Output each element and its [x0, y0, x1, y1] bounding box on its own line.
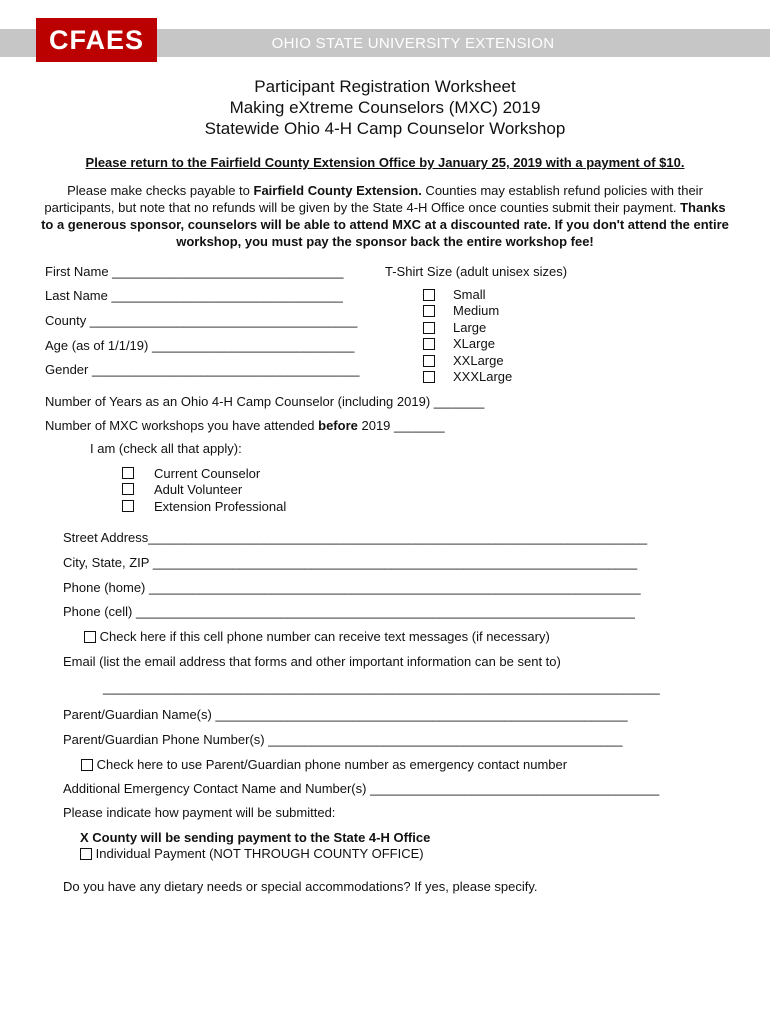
tshirt-option: XXXLarge — [453, 369, 513, 385]
first-name-field[interactable]: First Name ________________________________ — [45, 264, 344, 279]
tshirt-option: Small — [453, 287, 486, 302]
city-state-zip-field[interactable]: City, State, ZIP ___________________________________________________________________ — [63, 555, 638, 570]
mxc-text-after: 2019 _______ — [357, 418, 445, 433]
tshirt-option: XLarge — [453, 336, 495, 352]
email-label: Email (list the email address that forms and other important information can be sent to) — [63, 654, 561, 669]
emergency-contact-field[interactable]: Additional Emergency Contact Name and Number(s) ________________________________________ — [63, 781, 660, 796]
form-title: Participant Registration Worksheet — [254, 77, 516, 96]
role-option: Current Counselor — [154, 466, 261, 481]
guardian-emergency-label: Check here to use Parent/Guardian phone number as emergency contact number — [96, 757, 568, 772]
guardian-emergency-option — [81, 757, 567, 772]
payment-label: Please indicate how payment will be submitted: — [63, 805, 336, 820]
street-address-field[interactable]: Street Address_____________________________________________________________________ — [63, 530, 648, 545]
tshirt-xxxlarge-checkbox[interactable] — [423, 371, 435, 383]
text-message-checkbox[interactable] — [84, 631, 96, 643]
payment-county-option[interactable]: X County will be sending payment to the State 4-H Office — [80, 830, 431, 845]
county-field[interactable]: County _____________________________________ — [45, 313, 358, 328]
individual-payment-checkbox[interactable] — [80, 848, 92, 860]
phone-home-field[interactable]: Phone (home) ____________________________________________________________________ — [63, 580, 641, 595]
form-subtitle-2: Statewide Ohio 4-H Camp Counselor Workshop — [204, 119, 566, 138]
gender-field[interactable]: Gender _____________________________________ — [45, 362, 360, 377]
phone-cell-field[interactable]: Phone (cell) _____________________________________________________________________ — [63, 604, 635, 619]
tshirt-checkboxes — [423, 289, 435, 387]
guardian-name-field[interactable]: Parent/Guardian Name(s) _________________________________________________________ — [63, 707, 628, 722]
current-counselor-checkbox[interactable] — [122, 467, 134, 479]
role-options — [154, 466, 286, 515]
tshirt-xxlarge-checkbox[interactable] — [423, 355, 435, 367]
role-checkboxes — [122, 467, 134, 516]
return-notice: Please return to the Fairfield County Extension Office by January 25, 2019 with a payment of $10. — [85, 155, 685, 170]
email-field[interactable]: _____________________________________________________________________________ — [103, 680, 660, 695]
role-option: Adult Volunteer — [154, 482, 243, 498]
mxc-attended-field[interactable] — [45, 418, 445, 433]
tshirt-label: T-Shirt Size (adult unisex sizes) — [385, 264, 568, 279]
text-message-label: Check here if this cell phone number can receive text messages (if necessary) — [99, 629, 550, 644]
tshirt-options — [453, 287, 512, 385]
years-counselor-field[interactable]: Number of Years as an Ohio 4-H Camp Counselor (including 2019) _______ — [45, 394, 485, 409]
payment-individual-option — [80, 846, 424, 861]
tshirt-medium-checkbox[interactable] — [423, 305, 435, 317]
intro-paragraph — [40, 182, 730, 250]
tshirt-option: Large — [453, 319, 487, 335]
tshirt-option: Medium — [453, 303, 500, 319]
last-name-field[interactable]: Last Name ________________________________ — [45, 288, 343, 303]
role-label: I am (check all that apply): — [90, 441, 242, 456]
tshirt-small-checkbox[interactable] — [423, 289, 435, 301]
form-subtitle: Making eXtreme Counselors (MXC) 2019 — [229, 98, 541, 117]
cfaes-logo: CFAES — [36, 18, 157, 62]
mxc-text-before: Number of MXC workshops you have attended — [45, 418, 319, 433]
guardian-phone-field[interactable]: Parent/Guardian Phone Number(s) _________________________________________________ — [63, 732, 623, 747]
guardian-emergency-checkbox[interactable] — [81, 759, 93, 771]
tshirt-xlarge-checkbox[interactable] — [423, 338, 435, 350]
intro-text-1: Please make checks payable to — [67, 183, 254, 198]
intro-text-2: Counties may establish refund policies with their participants, but note that no refunds will be given by the State 4-H Office once counties submit their payment. — [44, 183, 703, 215]
extension-professional-checkbox[interactable] — [122, 500, 134, 512]
age-field[interactable]: Age (as of 1/1/19) ____________________________ — [45, 338, 355, 353]
intro-bold-1: Fairfield County Extension. — [253, 183, 422, 198]
banner-text: OHIO STATE UNIVERSITY EXTENSION — [271, 35, 555, 52]
intro-bold-2: Thanks to a generous sponsor, counselors will be able to attend MXC at a discounted rate. If you don't attend the entire workshop, you must pay the sponsor back the entire workshop fee! — [41, 200, 729, 249]
adult-volunteer-checkbox[interactable] — [122, 483, 134, 495]
text-message-option — [84, 629, 550, 644]
tshirt-option: XXLarge — [453, 352, 504, 368]
tshirt-large-checkbox[interactable] — [423, 322, 435, 334]
dietary-question: Do you have any dietary needs or special accommodations? If yes, please specify. — [63, 879, 538, 894]
individual-payment-label: Individual Payment (NOT THROUGH COUNTY OFFICE) — [95, 846, 424, 861]
mxc-bold: before — [318, 418, 358, 433]
role-option: Extension Professional — [154, 498, 287, 514]
